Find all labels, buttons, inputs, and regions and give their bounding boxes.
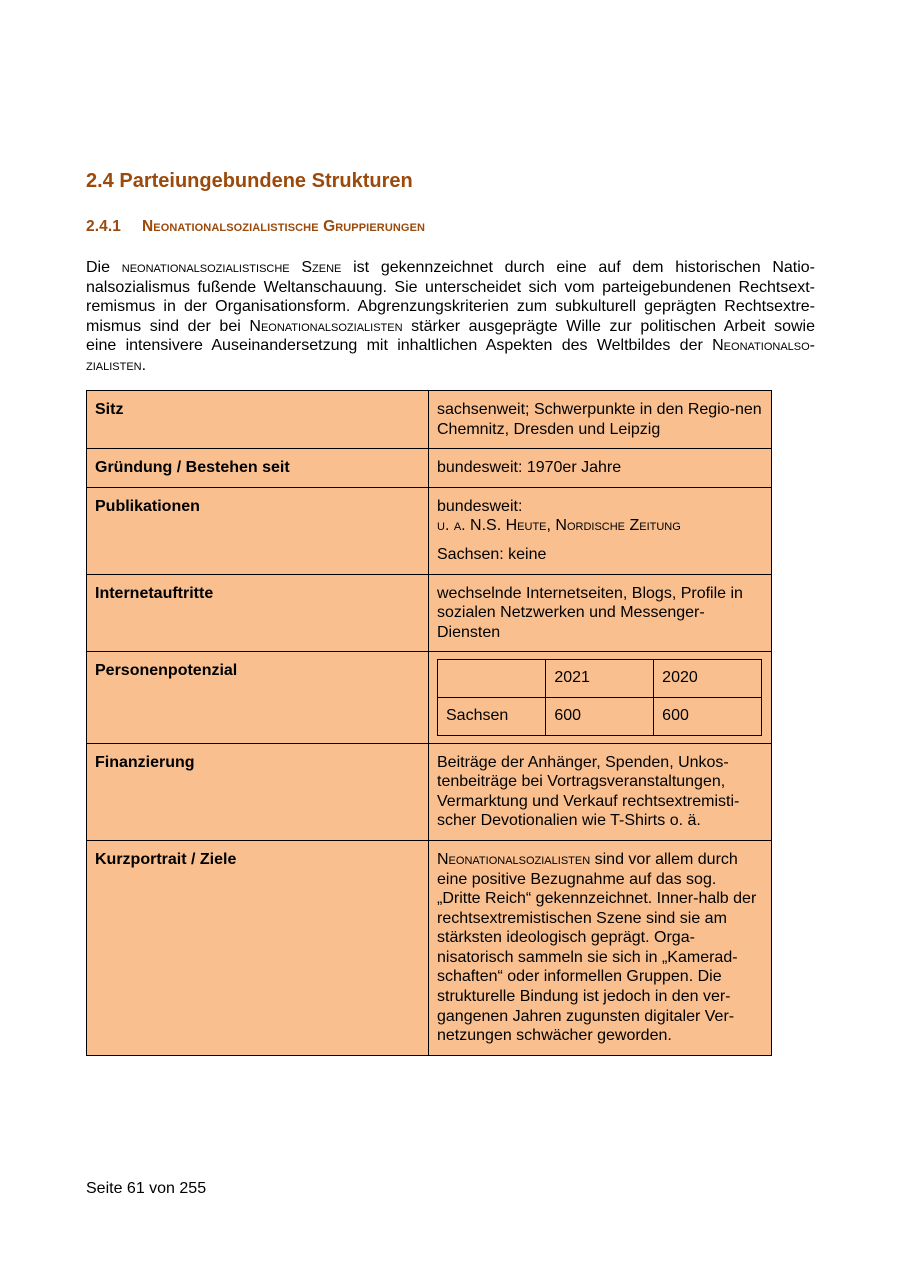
internet-label: Internetauftritte <box>87 574 429 652</box>
sitz-value: sachsenweit; Schwerpunkte in den Regio-nen Chemnitz, Dresden und Leipzig <box>429 391 772 449</box>
facts-table <box>86 390 772 1056</box>
subsection-number: 2.4.1 <box>86 218 121 235</box>
page-footer: Seite 61 von 255 <box>86 1180 207 1197</box>
intro-line-4: mismus sind der bei Neonationalsozialisten stärker ausgeprägte Wille zur politischen Arbeit sowie <box>86 317 816 335</box>
table-row <box>87 840 772 1055</box>
subsection-heading <box>86 218 425 236</box>
personen-header-empty <box>438 660 546 698</box>
intro-line-3: remismus in der Organisationsform. Abgrenzungskriterien zum subkulturell geprägten Rechtsextre- <box>86 298 815 316</box>
table-row <box>87 652 772 743</box>
publikationen-label: Publikationen <box>87 487 429 574</box>
sitz-label: Sitz <box>87 391 429 449</box>
finanzierung-label: Finanzierung <box>87 743 429 840</box>
kurzportrait-sc-term: Neonationalsozialisten <box>437 850 591 868</box>
personen-header-row <box>438 660 762 698</box>
personen-value-2021: 600 <box>546 697 654 735</box>
personen-value <box>429 652 772 743</box>
publikationen-line-2: u. a. N.S. Heute, Nordische Zeitung <box>437 517 681 535</box>
personen-year-2021: 2021 <box>546 660 654 698</box>
kurzportrait-label: Kurzportrait / Ziele <box>87 840 429 1055</box>
personen-year-2020: 2020 <box>654 660 762 698</box>
table-row <box>87 449 772 488</box>
section-heading: 2.4 Parteiungebundene Strukturen <box>86 170 413 192</box>
intro-line-2: nalsozialismus fußende Weltanschauung. Sie unterscheidet sich vom parteigebundenen Rechtsext- <box>86 278 815 296</box>
gruendung-label: Gründung / Bestehen seit <box>87 449 429 488</box>
intro-line-6: zialisten. <box>86 356 147 374</box>
personen-data-row <box>438 697 762 735</box>
table-row <box>87 391 772 449</box>
intro-paragraph <box>86 258 815 376</box>
personen-table <box>437 659 762 735</box>
intro-line-5: eine intensivere Auseinandersetzung mit inhaltlichen Aspekten des Weltbildes der Neonationalso- <box>86 337 815 355</box>
table-row <box>87 574 772 652</box>
kurzportrait-text: sind vor allem durch eine positive Bezugnahme auf das sog. „Dritte Reich“ gekennzeichnet. Inner-halb der rechtsextremistischen Szene sind sie am stärksten ideologisch geprägt. Orga-nisatorisch sammeln sie sich in „Kamerad-schaften“ oder informellen Gruppen. Die strukturelle Bindung ist jedoch in den ver-gangenen Jahren zugunsten digitaler Ver-netzungen schwächer geworden. <box>437 850 757 1045</box>
personen-label: Personenpotenzial <box>87 652 429 743</box>
kurzportrait-value <box>429 840 772 1055</box>
publikationen-line-3: Sachsen: keine <box>437 545 547 563</box>
personen-row-label: Sachsen <box>438 697 546 735</box>
gruendung-value: bundesweit: 1970er Jahre <box>429 449 772 488</box>
table-row <box>87 487 772 574</box>
publikationen-value <box>429 487 772 574</box>
personen-value-2020: 600 <box>654 697 762 735</box>
internet-value: wechselnde Internetseiten, Blogs, Profile in sozialen Netzwerken und Messenger-Diensten <box>429 574 772 652</box>
table-row <box>87 743 772 840</box>
finanzierung-value: Beiträge der Anhänger, Spenden, Unkos-tenbeiträge bei Vortragsveranstaltungen, Vermarktung und Verkauf rechtsextremisti-scher Devotionalien wie T-Shirts o. ä. <box>429 743 772 840</box>
subsection-title: Neonationalsozialistische Gruppierungen <box>142 218 426 235</box>
publikationen-line-1: bundesweit: <box>437 497 523 515</box>
intro-line-1: Die neonationalsozialistische Szene ist gekennzeichnet durch eine auf dem historischen Natio- <box>86 259 816 276</box>
